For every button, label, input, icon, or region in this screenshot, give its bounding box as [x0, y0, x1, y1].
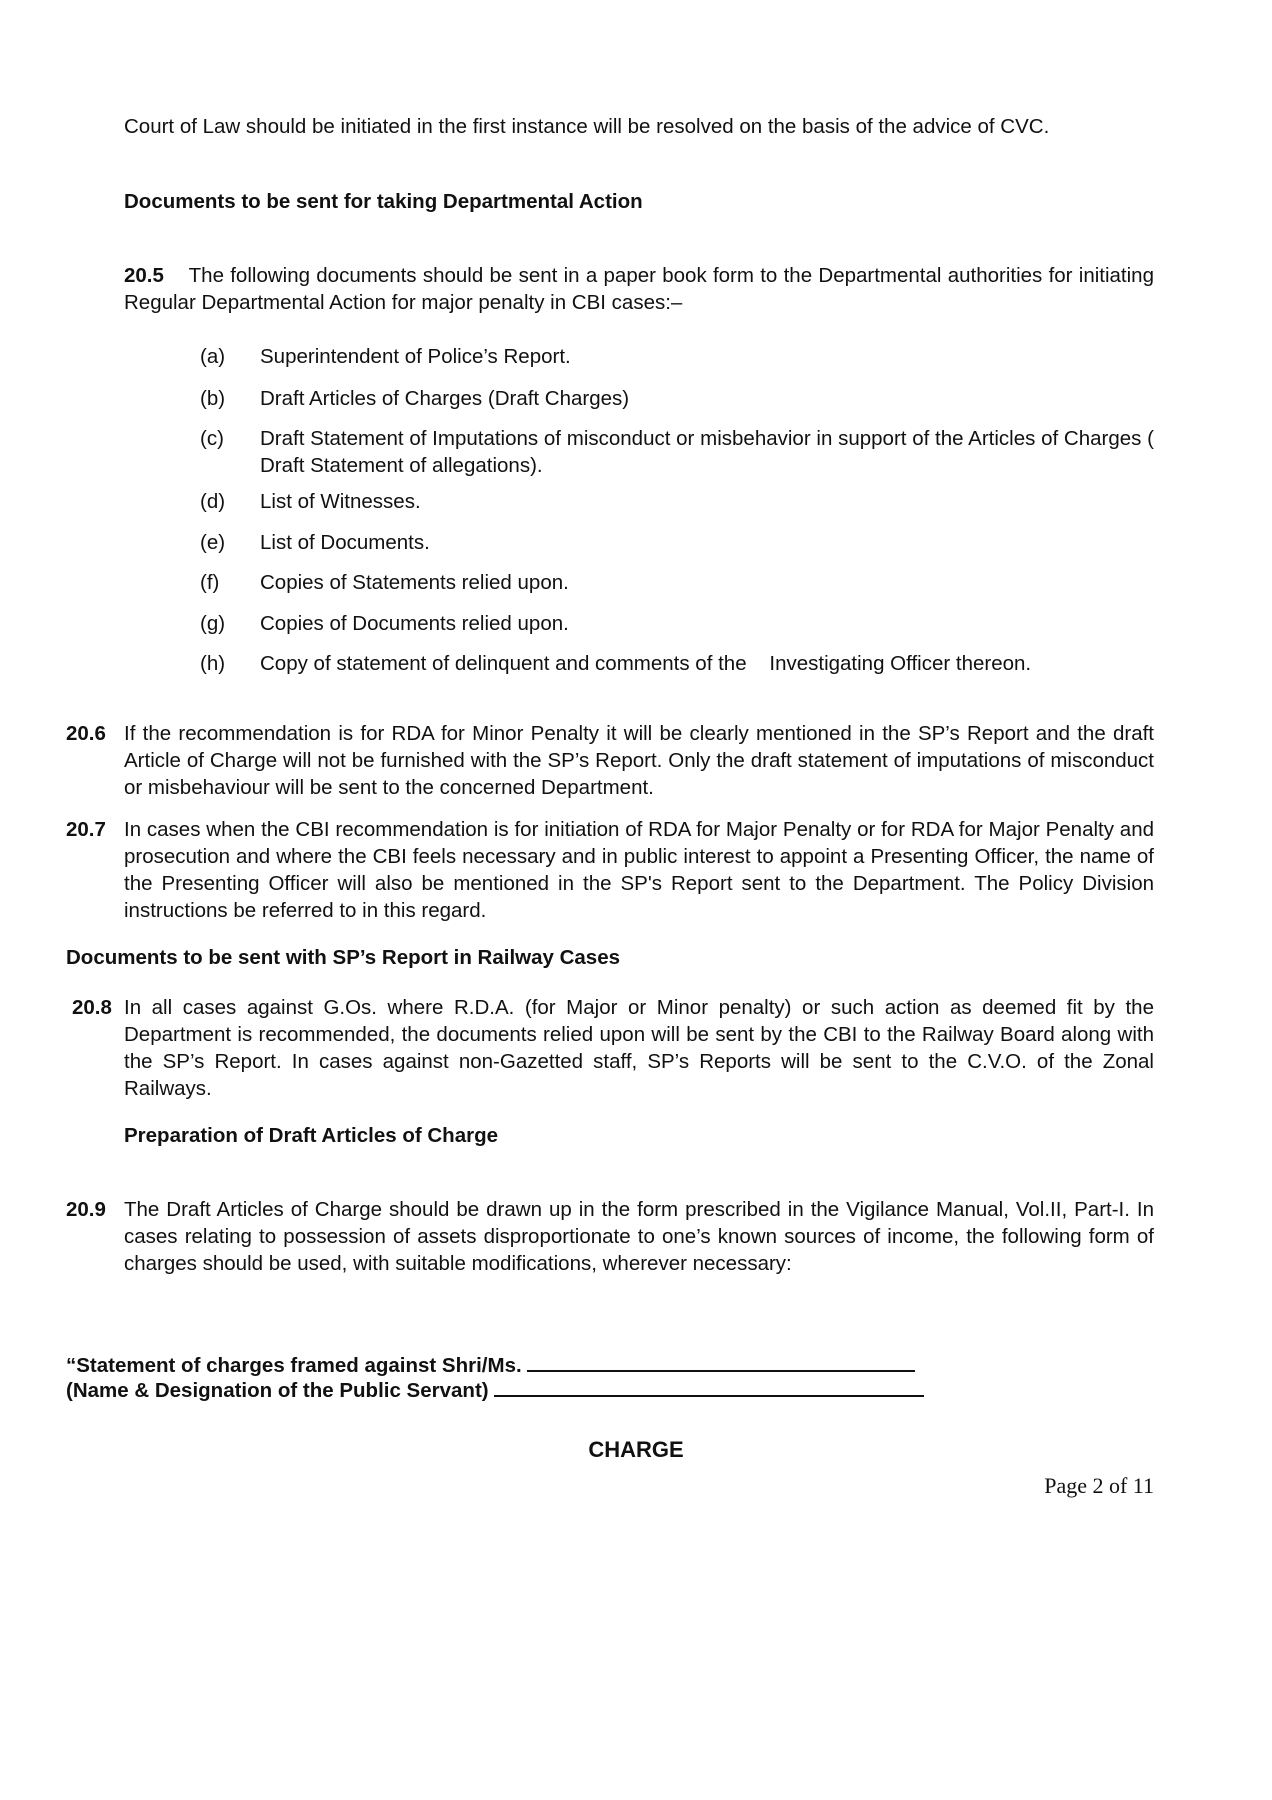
page-number: Page 2 of 11: [1044, 1473, 1154, 1498]
list-item-text: Copy of statement of delinquent and comments of the Investigating Officer thereon.: [260, 652, 1032, 675]
paragraph-text: In all cases against G.Os. where R.D.A. (for Major or Minor penalty) or such action as deemed fit by the Department is recommended, the documents relied upon will be sent by the CBI to the Railway Board along with the SP’s Report. In cases against non-Gazetted staff, SP’s Reports will be sent to the C.V.O. of the Zonal Railways.: [124, 996, 1154, 1100]
intro-paragraph: Court of Law should be initiated in the first instance will be resolved on the basis of the advice of CVC.: [124, 115, 1050, 138]
heading-departmental-action: Documents to be sent for taking Departmental Action: [124, 190, 643, 213]
list-item-label: (b): [200, 387, 226, 410]
list-item-label: (c): [200, 427, 224, 450]
paragraph-20-5: [124, 262, 1154, 316]
list-item-label: (d): [200, 490, 226, 513]
blank-field-name[interactable]: [527, 1354, 915, 1372]
paragraph-text: The following documents should be sent in a paper book form to the Departmental authorities for initiating Regular Departmental Action for major penalty in CBI cases:–: [124, 264, 1154, 314]
list-item-text: List of Witnesses.: [260, 490, 421, 513]
list-item-label: (f): [200, 571, 220, 594]
paragraph-number: 20.9: [66, 1198, 106, 1221]
list-item-text: Copies of Statements relied upon.: [260, 571, 569, 594]
heading-draft-articles: Preparation of Draft Articles of Charge: [124, 1124, 499, 1147]
list-item-text: Superintendent of Police’s Report.: [260, 345, 571, 368]
paragraph-number: 20.5: [124, 264, 164, 287]
blank-field-designation[interactable]: [494, 1379, 924, 1397]
list-item-label: (e): [200, 531, 226, 554]
list-item-text: List of Documents.: [260, 531, 430, 554]
list-item-text: Draft Articles of Charges (Draft Charges): [260, 387, 630, 410]
paragraph-number: 20.6: [66, 722, 106, 745]
list-item-text: Draft Statement of Imputations of misconduct or misbehavior in support of the Articles of Charges ( Draft Statement of allegations).: [260, 427, 1154, 477]
form-line-designation: [66, 1377, 924, 1404]
form-label-designation: (Name & Designation of the Public Servant): [66, 1379, 489, 1402]
list-item-label: (h): [200, 652, 226, 675]
list-item-label: (a): [200, 345, 226, 368]
form-label-statement: “Statement of charges framed against Shri/Ms.: [66, 1354, 522, 1377]
heading-railway-cases: Documents to be sent with SP’s Report in Railway Cases: [66, 946, 621, 969]
paragraph-number: 20.7: [66, 818, 106, 841]
list-item-label: (g): [200, 612, 226, 635]
paragraph-text: In cases when the CBI recommendation is for initiation of RDA for Major Penalty or for RDA for Major Penalty and prosecution and where the CBI feels necessary and in public interest to appoint a Presenting Officer, the name of the Presenting Officer will also be mentioned in the SP's Report sent to the Department. The Policy Division instructions be referred to in this regard.: [124, 818, 1154, 922]
paragraph-text: The Draft Articles of Charge should be drawn up in the form prescribed in the Vigilance Manual, Vol.II, Part-I. In cases relating to possession of assets disproportionate to one’s known sources of income, the following form of charges should be used, with suitable modifications, wherever necessary:: [124, 1198, 1154, 1275]
list-item-text: Copies of Documents relied upon.: [260, 612, 569, 635]
paragraph-number: 20.8: [72, 996, 112, 1019]
charge-heading-text: CHARGE: [588, 1437, 684, 1462]
charge-heading: [0, 1436, 1272, 1463]
paragraph-text: If the recommendation is for RDA for Minor Penalty it will be clearly mentioned in the SP’s Report and the draft Article of Charge will not be furnished with the SP’s Report. Only the draft statement of imputations of misconduct or misbehaviour will be sent to the concerned Department.: [124, 722, 1154, 799]
form-line-public-servant: [66, 1352, 915, 1379]
